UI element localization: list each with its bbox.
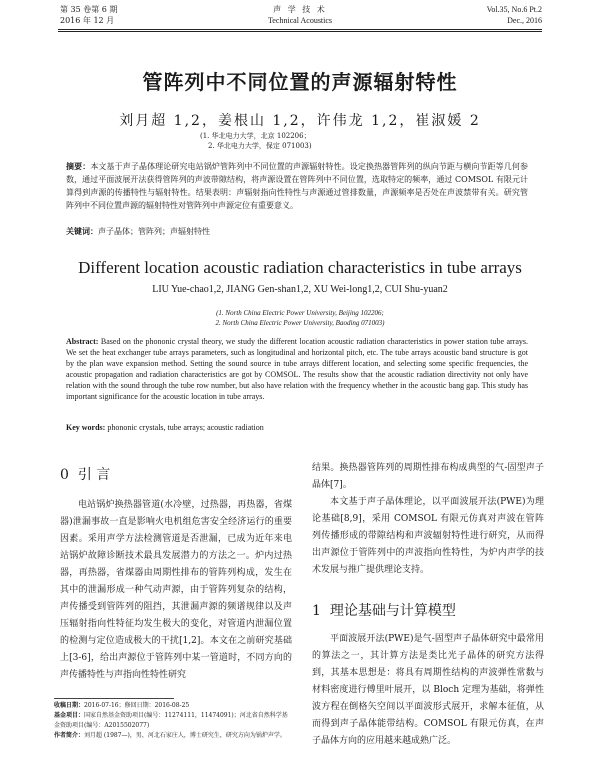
journal-volume-cn: 第 35 卷第 6 期	[60, 5, 118, 14]
section-1-title: 理论基础与计算模型	[329, 603, 456, 619]
keywords-cn-text: 声子晶体；管阵列；声辐射特性	[98, 227, 210, 236]
footnote-author-label: 作者简介：	[54, 732, 85, 739]
footnote-received-text: 2016-07-16；修回日期：2016-08-25	[84, 702, 190, 709]
abstract-en	[66, 336, 528, 402]
footnote-fund-text: 国家自然基金资助项目(编号：11274111，11474091)；河北省自然科学基金资助项目(编号：A2015502077)	[54, 712, 288, 729]
affiliation-cn-2: 2. 华北电力大学，保定 071003)	[208, 142, 312, 150]
abstract-en-label: Abstract:	[66, 337, 99, 346]
intro-paragraph-left: 电站锅炉换热器管道(水冷壁，过热器，再热器，省煤器)泄漏事故一直是影响火电机组危害安全经济运行的重要因素。采用声学方法检测管道是否泄漏，已成为近年来电站锅炉故障诊断技术最具发展潜力的方法之一。炉内过热器，再热器，省煤器由周期性排布的管阵列构成，发生在其中的泄漏形成一种气动声源，由于管阵列复杂的结构，声传播受到管阵列的阻挡，其泄漏声源的频谱规律以及声压辐射指向性特征均发生极大的变化，对管道内泄漏位置的检测与定位造成极大的干扰[1,2]。本文在之前研究基础上[3-6]，给出声源位于管阵列中某一管道时，不同方向的声传播特性与声指向性特性研究	[60, 500, 292, 680]
footnote-received-label: 收稿日期：	[54, 702, 85, 709]
journal-name-cn: 声 学 技 术	[273, 5, 327, 14]
footnote-received	[54, 701, 290, 711]
section-0-number: 0	[60, 467, 69, 483]
affiliations-en	[0, 308, 600, 328]
header-rule-2	[58, 31, 542, 32]
affiliation-en-2: 2. North China Electric Power University, Baoding 071003)	[215, 319, 385, 327]
authors-cn: 刘月超 1,2，姜根山 1,2，许伟龙 1,2，崔淑媛 2	[119, 113, 481, 129]
abstract-cn-text: 本文基于声子晶体理论研究电站锅炉管阵列中不同位置的声源辐射特性。设定换热器管阵列的纵向节距与横向节距等几何参数，通过平面波展开法获得管阵列的声波带隙结构，将声源设置在管阵列中不同位置，选取特定的频率，通过 COMSOL 有限元计算得到声源的传播特性与辐射特性。结果表明：声辐射指向性特性与声源通过管排数量，声源频率是否处在声波禁带有关。研究管阵列中不同位置声源的辐射特性对管阵列中声源定位有重要意义。	[66, 162, 529, 210]
section-0-title: 引 言	[77, 467, 111, 483]
footnote-author-text: 刘月超 (1987—)，男，河北石家庄人，博士研究生，研究方向为锅炉声学。	[84, 732, 286, 739]
intro-paragraph-right-1: 结果。换热器管阵列的周期性排布构成典型的气-固型声子晶体[7]。	[312, 463, 544, 490]
abstract-cn-label: 摘要：	[66, 161, 91, 171]
abstract-en-text: Based on the phononic crystal theory, we study the different location acoustic radiation characteristics in power station tube arrays. We set the heat exchanger tube arrays parameters, such as longitudinal and horizontal pitch, etc. The tube arrays acoustic band structure is got by the plan wave expansion method. Setting the sound source in tube arrays different location, and selecting some specific frequencies, the acoustic propagation and radiation characteristics are got by COMSOL. The results show that the acoustic radiation directivity not only have relation with the sound through the tube row number, but also have relation with the frequency whether in the acoustic bang gap. This study has important significance for the acoustic location in tube arrays.	[66, 337, 529, 401]
paper-title-en: Different location acoustic radiation characteristics in tube arrays	[78, 258, 522, 277]
affiliation-en-1: (1. North China Electric Power University, Beijing 102206;	[216, 309, 384, 317]
header-rule	[58, 29, 542, 30]
affiliation-cn-1: (1. 华北电力大学，北京 102206；	[200, 132, 311, 140]
keywords-en-text: phononic crystals, tube arrays; acoustic radiation	[107, 423, 264, 432]
theory-paragraph: 平面波展开法(PWE)是气-固型声子晶体研究中最常用的算法之一，其计算方法是类比光子晶体的研究方法得到，其基本思想是：将具有周期性结构的声波弹性常数与材料密度进行傅里叶展开，以 Bloch 定理为基础，将弹性波方程在倒格矢空间以平面波形式展开，求解本征值，从而得到声子晶体能带结构。COMSOL 有限元仿真，在声子晶体方向的应用越来越成熟广泛。	[312, 634, 544, 746]
authors-en: LIU Yue-chao1,2, JIANG Gen-shan1,2, XU Wei-long1,2, CUI Shu-yuan2	[152, 284, 448, 295]
journal-date-en: Dec., 2016	[507, 16, 542, 25]
footnote-fund-label: 基金项目：	[54, 712, 85, 719]
journal-name-en: Technical Acoustics	[267, 16, 333, 25]
keywords-cn-label: 关键词：	[66, 226, 98, 236]
journal-volume-en: Vol.35, No.6 Pt.2	[486, 5, 542, 14]
section-1-heading	[312, 600, 456, 620]
section-1-number: 1	[312, 603, 321, 619]
paper-title-cn: 管阵列中不同位置的声源辐射特性	[142, 70, 458, 94]
keywords-en	[66, 422, 528, 433]
footnote-fund	[54, 711, 290, 731]
keywords-cn	[66, 225, 528, 238]
intro-paragraph-right-2: 本文基于声子晶体理论，以平面波展开法(PWE)为理论基础[8,9]，采用 COMSOL 有限元仿真对声波在管阵列传播形成的带隙结构和声波辐射特性进行研究，从而得出声源位于管阵列中的声波指向性特性，为炉内声学的技术发展与推广提供理论支持。	[312, 497, 544, 575]
abstract-cn	[66, 160, 528, 212]
affiliations-cn	[200, 131, 460, 151]
keywords-en-label: Key words:	[66, 423, 106, 432]
footnote	[54, 701, 290, 741]
section-0-heading	[60, 464, 110, 484]
footnote-rule	[54, 698, 174, 699]
footnote-author	[54, 731, 290, 741]
journal-date-cn: 2016 年 12 月	[60, 16, 115, 25]
